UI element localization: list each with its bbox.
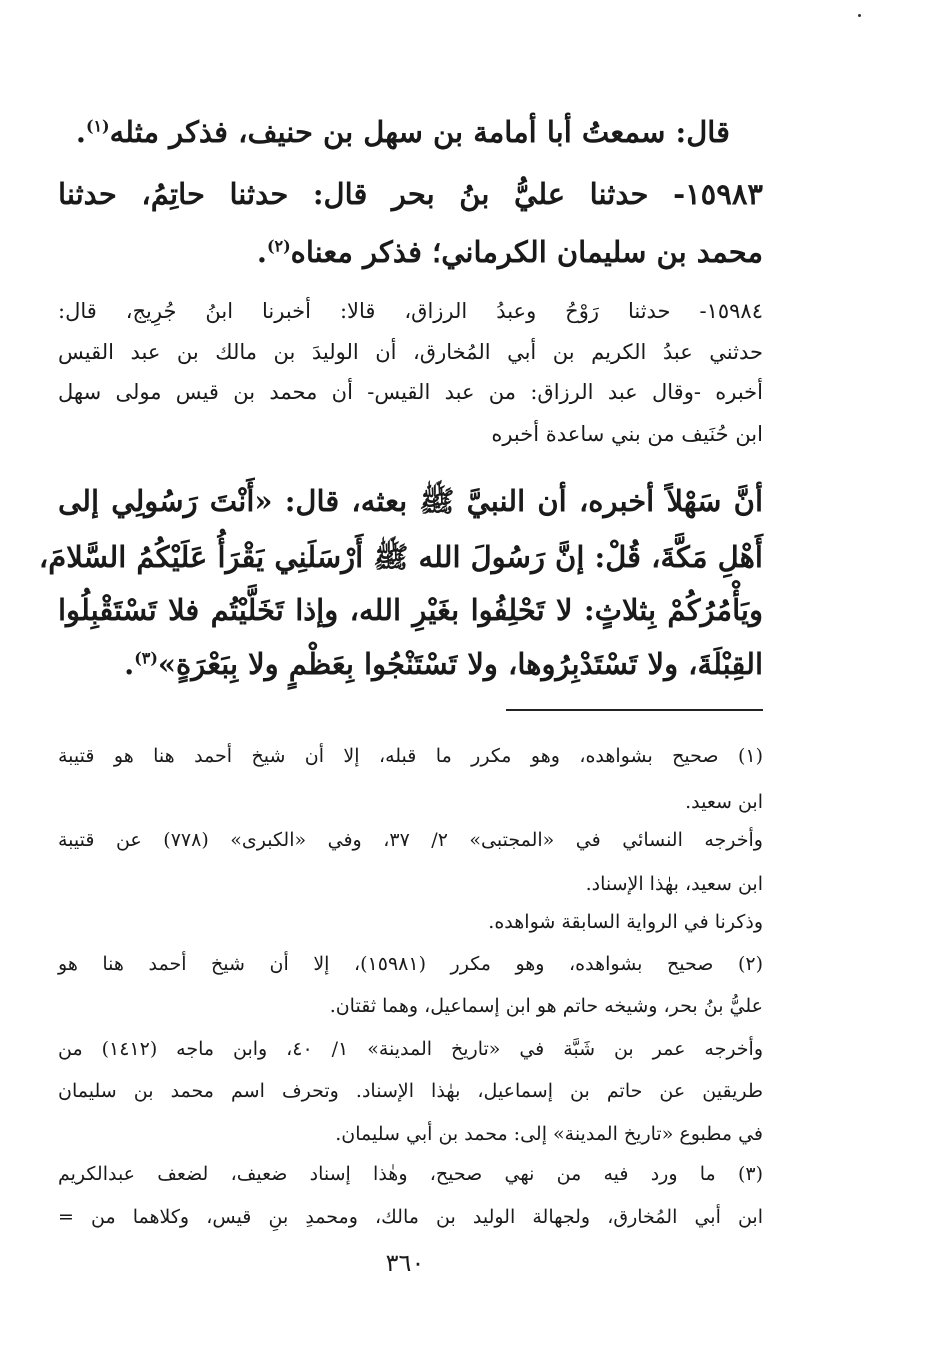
footnote-1-line-1: (١) صحيح بشواهده، وهو مكرر ما قبله، إلا أن شيخ أحمد هنا هو قتيبة — [58, 745, 763, 767]
footnote-2-line-5: في مطبوع «تاريخ المدينة» إلى: محمد بن أبي سليمان. — [335, 1123, 763, 1145]
matn-line-2: أَهْلِ مَكَّةَ، قُلْ: إنَّ رَسُولَ الله ﷺ أَرْسَلَنِي يَقْرَأُ عَلَيْكُمُ السَّلامَ، — [38, 540, 763, 574]
footnote-1-line-2: ابن سعيد. — [685, 791, 763, 813]
hadith-15983-line-2: محمد بن سليمان الكرماني؛ فذكر معناه$^{(٢)}$. — [256, 235, 763, 269]
footnote-1-line-5: وذكرنا في الرواية السابقة شواهده. — [488, 911, 763, 933]
matn-line-4: القِبْلَةَ، ولا تَسْتَدْبِرُوها، ولا تَسْتَنْجُوا بِعَظْمٍ ولا بِبَعْرَةٍ»$^{(٣)}$. — [124, 647, 763, 681]
matn-line-3: ويَأْمُرُكُمْ بِثلاثٍ: لا تَحْلِفُوا بغَيْرِ الله، وإذا تَخَلَّيْتُم فلا تَسْتَقْبِلُوا — [58, 593, 763, 627]
footnote-2-line-4: طريقين عن حاتم بن إسماعيل، بهٰذا الإسناد. وتحرف اسم محمد بن سليمان — [58, 1080, 763, 1102]
scan-dot — [858, 14, 861, 17]
hadith-15984-line-3: أخبره -وقال عبد الرزاق: من عبد القيس- أن محمد بن قيس مولى سهل — [58, 380, 763, 404]
hadith-15984-line-1: ١٥٩٨٤- حدثنا رَوْحُ وعبدُ الرزاق، قالا: أخبرنا ابنُ جُرِيج، قال: — [58, 299, 763, 323]
page-number: ٣٦٠ — [385, 1249, 425, 1277]
footnote-2-line-1: (٢) صحيح بشواهده، وهو مكرر (١٥٩٨١)، إلا أن شيخ أحمد هنا هو — [58, 953, 764, 975]
footnote-separator — [506, 709, 763, 711]
footnote-ref-2: (٢) — [266, 236, 291, 256]
footnote-ref-1: (١) — [85, 116, 110, 136]
footnote-2-line-3: وأخرجه عمر بن شَبَّة في «تاريخ المدينة» ١/ ٤٠، وابن ماجه (١٤١٢) من — [58, 1038, 764, 1060]
footnote-3-line-2: ابن أبي المُخارق، ولجهالة الوليد بن مالك، ومحمدِ بنِ قيس، وكلاهما من = — [58, 1206, 763, 1228]
footnote-1-line-3: وأخرجه النسائي في «المجتبى» ٢/ ٣٧، وفي «الكبرى» (٧٧٨) عن قتيبة — [58, 829, 763, 851]
hadith-15984-line-4: ابن حُنَيف من بني ساعدة أخبره — [491, 422, 763, 446]
matn-line-1: أنَّ سَهْلاً أخبره، أن النبيَّ ﷺ بعثه، قال: «أَنْتَ رَسُولِي إلى — [58, 484, 763, 518]
hadith-15983-line-1: ١٥٩٨٣- حدثنا عليُّ بنُ بحر قال: حدثنا حاتِمُ، حدثنا — [58, 177, 763, 211]
footnote-3-line-1: (٣) ما ورد فيه من نهي صحيح، وهٰذا إسناد ضعيف، لضعف عبدالكريم — [58, 1163, 763, 1185]
footnote-2-line-2: عليُّ بنُ بحر، وشيخه حاتم هو ابن إسماعيل، وهما ثقتان. — [329, 995, 763, 1017]
footnote-ref-3: (٣) — [134, 648, 158, 668]
hadith-15984-line-2: حدثني عبدُ الكريم بن أبي المُخارق، أن الوليدَ بن مالك بن عبد القيس — [58, 340, 763, 364]
main-text-line-1: قال: سمعتُ أبا أمامة بن سهل بن حنيف، فذكر مثله$^{(١)}$. — [75, 115, 730, 149]
footnote-1-line-4: ابن سعيد، بهٰذا الإسناد. — [585, 873, 763, 895]
